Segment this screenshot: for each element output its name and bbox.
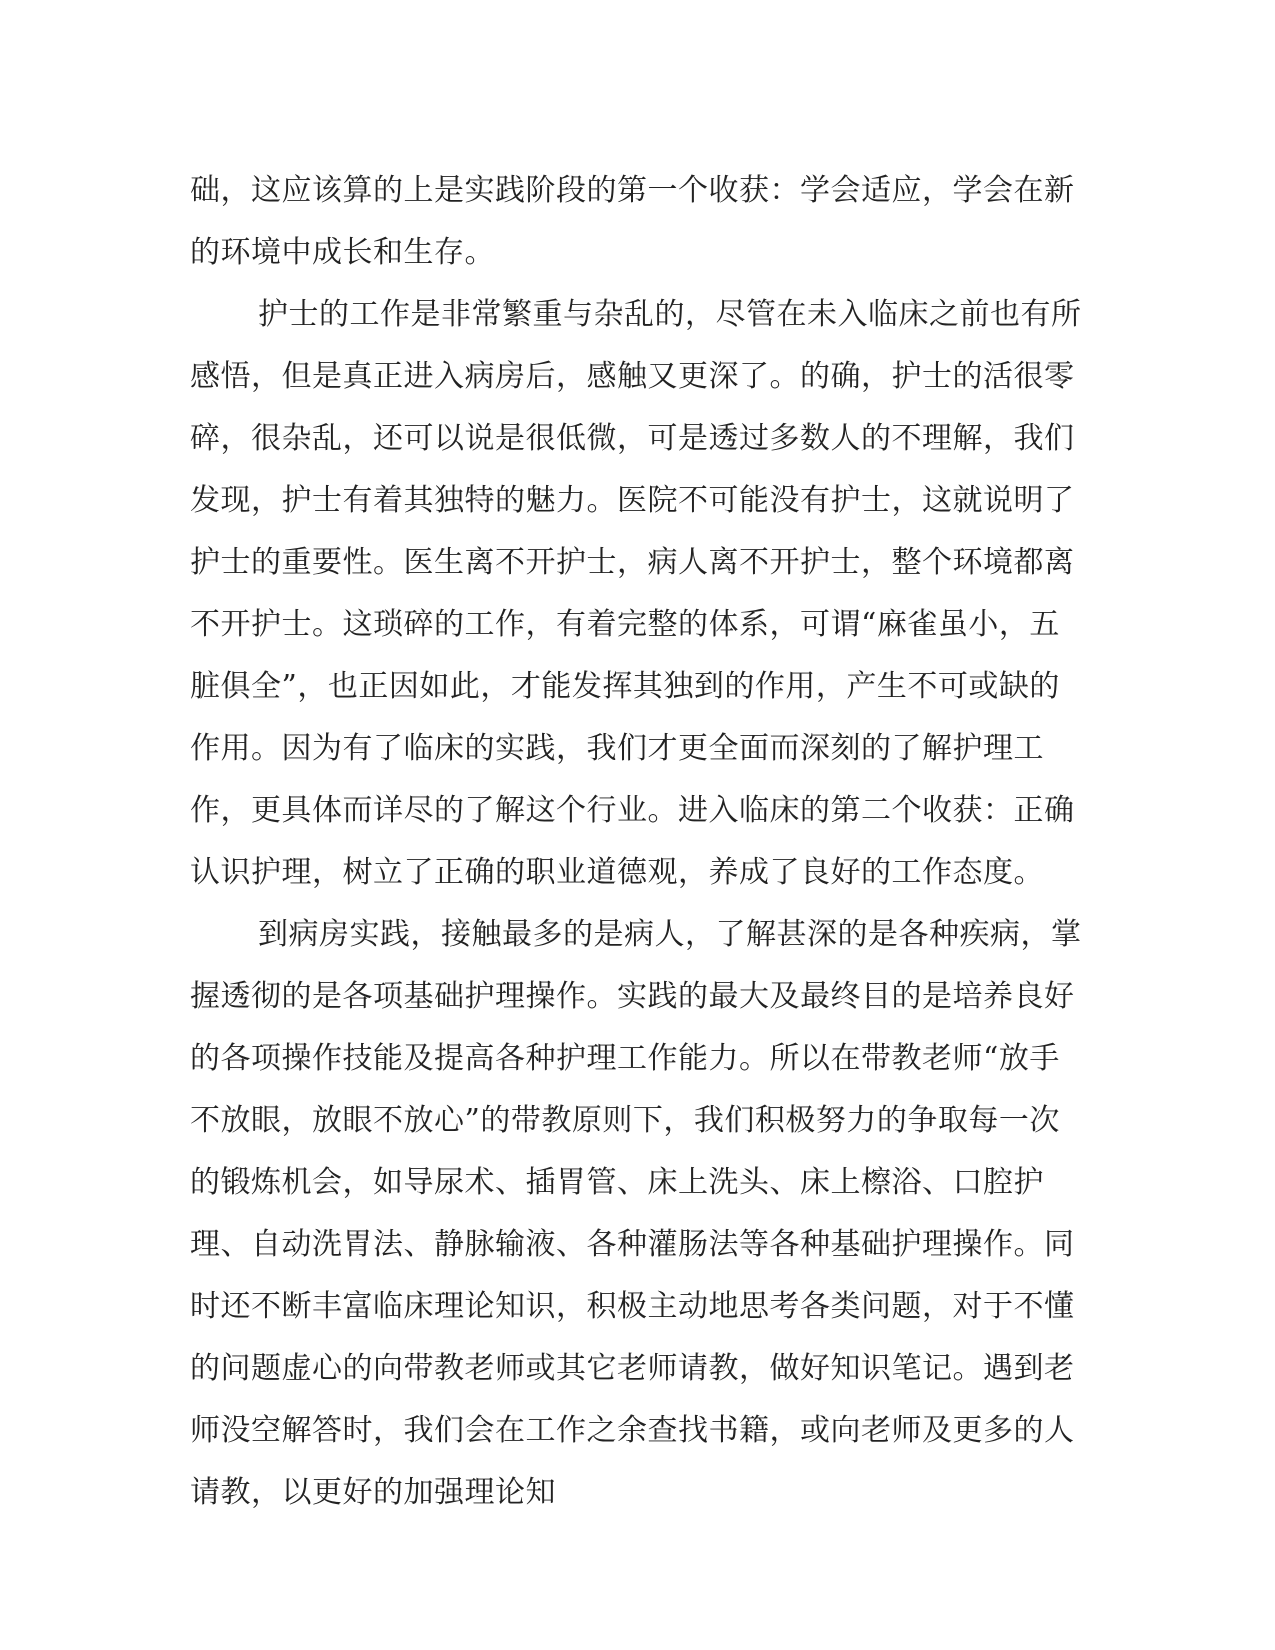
paragraph-3: 到病房实践，接触最多的是病人，了解甚深的是各种疾病，掌握透彻的是各项基础护理操作。实践的最大及最终目的是培养良好的各项操作技能及提高各种护理工作能力。所以在带教老师“放手不放眼，放眼不放心”的带教原则下，我们积极努力的争取每一次的锻炼机会，如导尿术、插胃管、床上洗头、床上檫浴、口腔护理、自动洗胃法、静脉输液、各种灌肠法等各种基础护理操作。同时还不断丰富临床理论知识，积极主动地思考各类问题，对于不懂的问题虚心的向带教老师或其它老师请教，做好知识笔记。遇到老师没空解答时，我们会在工作之余查找书籍，或向老师及更多的人请教，以更好的加强理论知 (190, 917, 1082, 1510)
document-body (190, 160, 1090, 1524)
paragraph-1: 础，这应该算的上是实践阶段的第一个收获：学会适应，学会在新的环境中成长和生存。 (190, 173, 1075, 270)
paragraph-2: 护士的工作是非常繁重与杂乱的，尽管在未入临床之前也有所感悟，但是真正进入病房后，感触又更深了。的确，护士的活很零碎，很杂乱，还可以说是很低微，可是透过多数人的不理解，我们发现，护士有着其独特的魅力。医院不可能没有护士，这就说明了护士的重要性。医生离不开护士，病人离不开护士，整个环境都离不开护士。这琐碎的工作，有着完整的体系，可谓“麻雀虽小，五脏俱全”，也正因如此，才能发挥其独到的作用，产生不可或缺的作用。因为有了临床的实践，我们才更全面而深刻的了解护理工作，更具体而详尽的了解这个行业。进入临床的第二个收获：正确认识护理，树立了正确的职业道德观，养成了良好的工作态度。 (190, 297, 1082, 890)
